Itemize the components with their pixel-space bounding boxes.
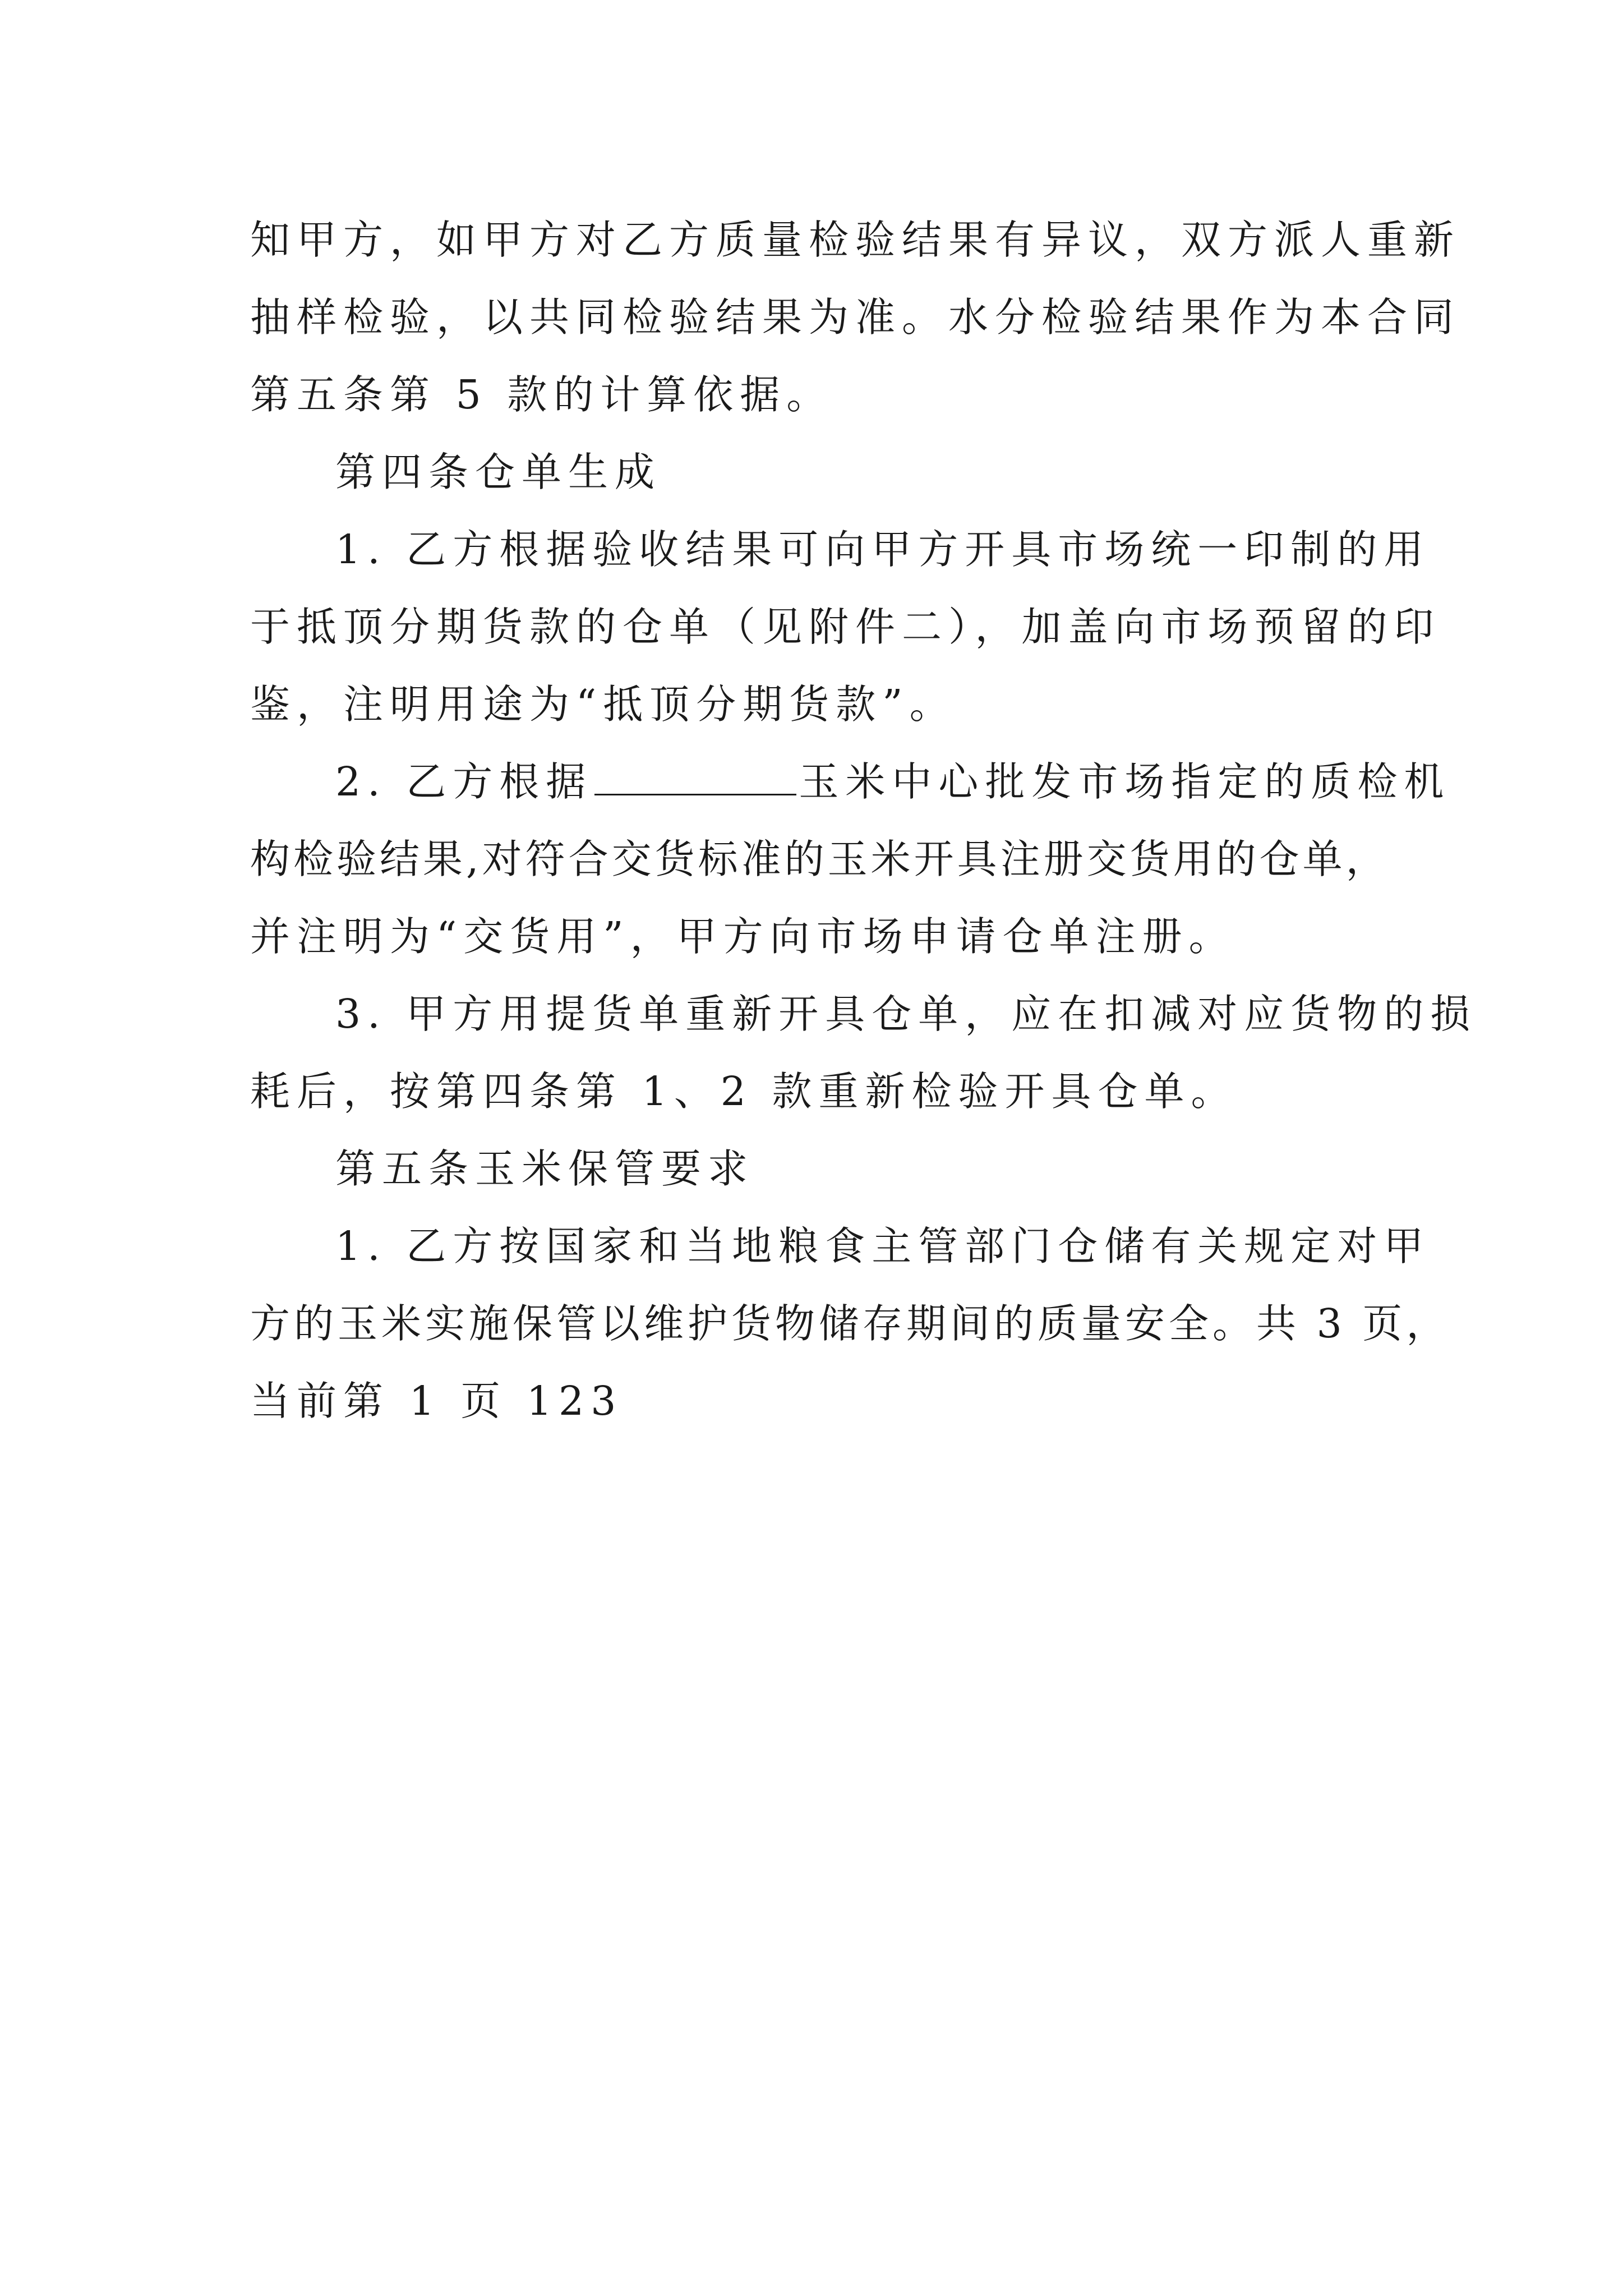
body-line-12: 耗后，按第四条第 1、2 款重新检验开具仓单。 (250, 1068, 1238, 1115)
body-line-5: 1. 乙方根据验收结果可向甲方开具市场统一印制的用 (335, 526, 1431, 573)
body-line-15: 方的玉米实施保管以维护货物储存期间的质量安全。共 3 页， (250, 1300, 1450, 1347)
section-heading-4: 第四条仓单生成 (335, 449, 662, 495)
body-line-11: 3. 甲方用提货单重新开具仓单，应在扣减对应货物的损 (335, 991, 1477, 1037)
body-line-2: 抽样检验，以共同检验结果为准。水分检验结果作为本合同 (250, 294, 1461, 341)
page-footer-text: 当前第 1 页 123 (250, 1378, 623, 1424)
body-line-1: 知甲方，如甲方对乙方质量检验结果有异议，双方派人重新 (250, 217, 1461, 263)
clause-2-prefix: 2. 乙方根据 (335, 758, 593, 805)
body-line-8 (335, 758, 1463, 805)
section-heading-5: 第五条玉米保管要求 (335, 1145, 755, 1192)
body-line-3: 第五条第 5 款的计算依据。 (250, 371, 833, 418)
clause-2-suffix: 玉米中心批发市场指定的质检机 (799, 758, 1451, 805)
body-line-7: 鉴，注明用途为“抵顶分期货款”。 (250, 681, 956, 728)
fill-in-blank (594, 762, 796, 795)
body-line-14: 1. 乙方按国家和当地粮食主管部门仓储有关规定对甲 (335, 1223, 1431, 1269)
body-line-9: 构检验结果,对符合交货标准的玉米开具注册交货用的仓单， (250, 836, 1389, 882)
body-line-10: 并注明为“交货用”，甲方向市场申请仓单注册。 (250, 913, 1235, 960)
body-line-6: 于抵顶分期货款的仓单（见附件二），加盖向市场预留的印 (250, 604, 1441, 650)
